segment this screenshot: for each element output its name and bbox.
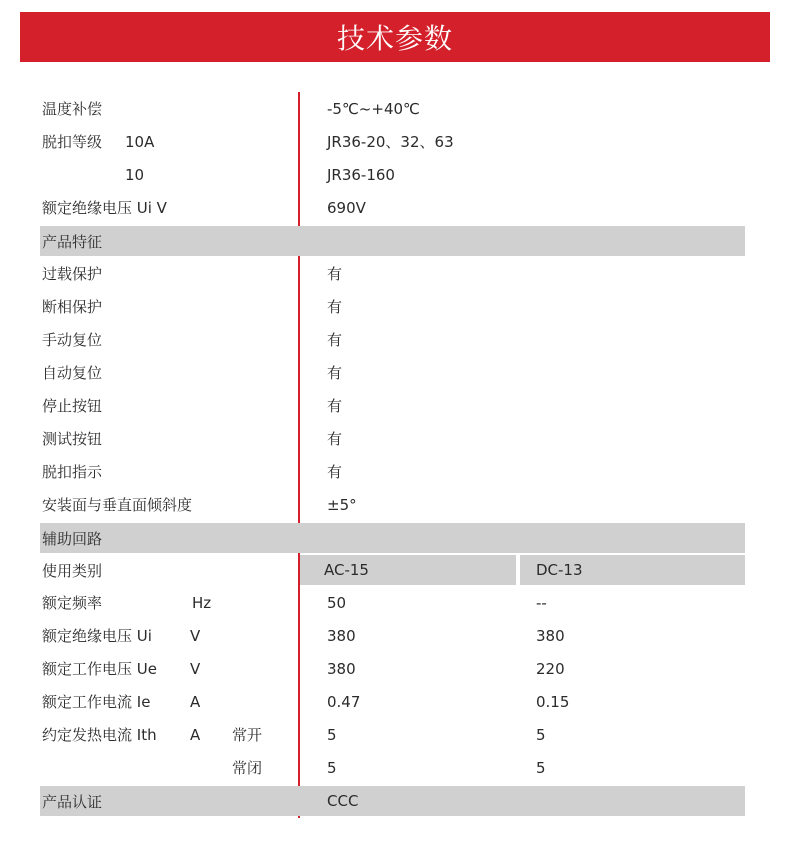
row-sublabel: 常开: [232, 726, 263, 744]
row-value: JR36-160: [327, 165, 395, 184]
row-sublabel: 10: [125, 165, 145, 184]
row-label: 额定频率: [42, 594, 103, 612]
table-row: [40, 158, 745, 191]
row-value: 有: [327, 364, 343, 382]
row-value: 690V: [327, 198, 366, 217]
section-title: 辅助回路: [42, 529, 103, 548]
row-value-ac: 50: [327, 593, 347, 612]
row-value-ac: 380: [327, 626, 356, 645]
column-header-ac15: AC-15: [300, 555, 516, 585]
row-value-dc: 5: [536, 725, 546, 744]
table-row: [40, 257, 745, 290]
row-unit: V: [190, 659, 201, 678]
row-value-ac: 5: [327, 758, 337, 777]
row-value-dc: 220: [536, 659, 565, 678]
table-row: [40, 92, 745, 125]
table-row: [40, 323, 745, 356]
row-label: 脱扣等级: [42, 133, 103, 151]
row-value-dc: 380: [536, 626, 565, 645]
row-unit: V: [190, 626, 201, 645]
table-row: [40, 191, 745, 224]
row-label: 额定工作电压 Ue: [42, 660, 157, 678]
row-label: 停止按钮: [42, 397, 103, 415]
row-label: 产品认证: [42, 792, 103, 811]
row-label: 安装面与垂直面倾斜度: [42, 496, 193, 514]
table-row: [40, 586, 745, 619]
row-value-ac: 380: [327, 659, 356, 678]
row-value: 有: [327, 331, 343, 349]
row-unit: Hz: [192, 593, 212, 612]
section-header-features: [40, 226, 745, 256]
table-row: [40, 422, 745, 455]
row-value: ±5°: [327, 495, 357, 514]
row-sublabel: 常闭: [232, 759, 263, 777]
row-value-dc: 0.15: [536, 692, 570, 711]
table-row: [40, 652, 745, 685]
aux-header-row: [40, 555, 745, 585]
certification-row: [40, 786, 745, 816]
table-row: [40, 488, 745, 521]
section-header-aux: [40, 523, 745, 553]
row-label: 额定绝缘电压 Ui: [42, 627, 152, 645]
row-label: 脱扣指示: [42, 463, 103, 481]
row-unit: A: [190, 725, 201, 744]
row-label: 约定发热电流 Ith: [42, 726, 157, 744]
row-label: 自动复位: [42, 364, 103, 382]
row-label: 温度补偿: [42, 100, 103, 118]
title-bar: [20, 12, 770, 62]
row-value: JR36-20、32、63: [327, 133, 454, 151]
section-title: 产品特征: [42, 232, 103, 251]
row-value-dc: 5: [536, 758, 546, 777]
table-row: [40, 619, 745, 652]
table-row: [40, 685, 745, 718]
table-row: [40, 751, 745, 784]
row-value: 有: [327, 430, 343, 448]
row-label: 额定工作电流 Ie: [42, 693, 151, 711]
row-value-dc: --: [536, 593, 547, 612]
row-label: 断相保护: [42, 298, 103, 316]
row-label: 测试按钮: [42, 430, 103, 448]
row-value-ac: 5: [327, 725, 337, 744]
row-label: 手动复位: [42, 331, 103, 349]
row-value: 有: [327, 265, 343, 283]
table-row: [40, 125, 745, 158]
row-value: -5℃~+40℃: [327, 99, 420, 118]
row-label: 额定绝缘电压 Ui V: [42, 199, 167, 217]
row-value: 有: [327, 397, 343, 415]
spec-table: [40, 92, 745, 817]
table-row: [40, 290, 745, 323]
row-label: 过载保护: [42, 265, 103, 283]
table-row: [40, 356, 745, 389]
column-header-dc13: DC-13: [520, 555, 745, 585]
row-sublabel: 10A: [125, 132, 155, 151]
row-label: 使用类别: [42, 561, 103, 580]
row-unit: A: [190, 692, 201, 711]
row-value: 有: [327, 298, 343, 316]
table-row: [40, 455, 745, 488]
row-value-ac: 0.47: [327, 692, 361, 711]
row-value: CCC: [327, 792, 359, 810]
table-row: [40, 718, 745, 751]
table-row: [40, 389, 745, 422]
page-title: 技术参数: [336, 22, 453, 55]
row-value: 有: [327, 463, 343, 481]
